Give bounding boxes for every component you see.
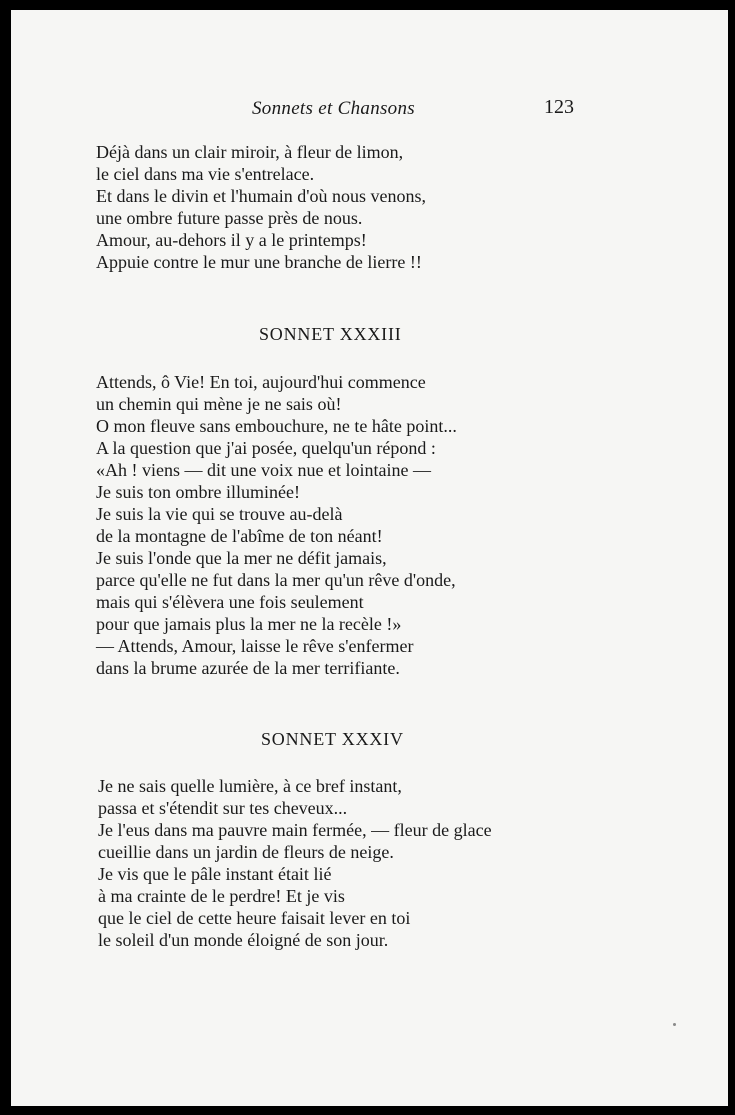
poem-line: mais qui s'élèvera une fois seulement: [96, 592, 364, 612]
poem-line: le soleil d'un monde éloigné de son jour.: [98, 930, 389, 950]
poem-line: une ombre future passe près de nous.: [96, 208, 363, 228]
poem-line: Et dans le divin et l'humain d'où nous venons,: [96, 186, 426, 206]
sonnet-33-title: SONNET XXXIII: [259, 324, 402, 344]
poem-line: Je l'eus dans ma pauvre main fermée, — fleur de glace: [98, 820, 492, 840]
poem-line: pour que jamais plus la mer ne la recèle !»: [96, 614, 402, 634]
poem-line: cueillie dans un jardin de fleurs de neige.: [98, 842, 394, 862]
previous-sonnet-ending: [96, 141, 426, 273]
poem-line: à ma crainte de le perdre! Et je vis: [98, 886, 345, 906]
book-page: [11, 10, 728, 1106]
sonnet-34-body: [98, 775, 492, 951]
poem-line: Je suis l'onde que la mer ne défit jamais,: [96, 548, 387, 568]
poem-line: dans la brume azurée de la mer terrifiante.: [96, 658, 400, 678]
poem-line: Je suis ton ombre illuminée!: [96, 482, 300, 502]
poem-line: Amour, au-dehors il y a le printemps!: [96, 230, 367, 250]
sonnet-33-body: [96, 371, 457, 679]
poem-line: parce qu'elle ne fut dans la mer qu'un rêve d'onde,: [96, 570, 456, 590]
poem-line: — Attends, Amour, laisse le rêve s'enfermer: [96, 636, 414, 656]
poem-line: O mon fleuve sans embouchure, ne te hâte point...: [96, 416, 457, 436]
poem-line: A la question que j'ai posée, quelqu'un répond :: [96, 438, 436, 458]
scan-speck: [673, 1023, 676, 1026]
poem-line: de la montagne de l'abîme de ton néant!: [96, 526, 383, 546]
poem-line: Je vis que le pâle instant était lié: [98, 864, 332, 884]
poem-line: «Ah ! viens — dit une voix nue et lointaine —: [96, 460, 431, 480]
poem-line: le ciel dans ma vie s'entrelace.: [96, 164, 315, 184]
poem-line: Déjà dans un clair miroir, à fleur de limon,: [96, 142, 404, 162]
sonnet-34-title: SONNET XXXIV: [261, 729, 404, 749]
poem-line: Je ne sais quelle lumière, à ce bref instant,: [98, 776, 402, 796]
poem-line: Je suis la vie qui se trouve au-delà: [96, 504, 343, 524]
page-header: [11, 98, 728, 122]
poem-line: que le ciel de cette heure faisait lever en toi: [98, 908, 411, 928]
poem-line: Attends, ô Vie! En toi, aujourd'hui commence: [96, 372, 426, 392]
running-title: Sonnets et Chansons: [252, 98, 415, 119]
poem-line: Appuie contre le mur une branche de lierre !!: [96, 252, 422, 272]
page-number: 123: [544, 96, 574, 118]
poem-line: un chemin qui mène je ne sais où!: [96, 394, 342, 414]
poem-line: passa et s'étendit sur tes cheveux...: [98, 798, 348, 818]
